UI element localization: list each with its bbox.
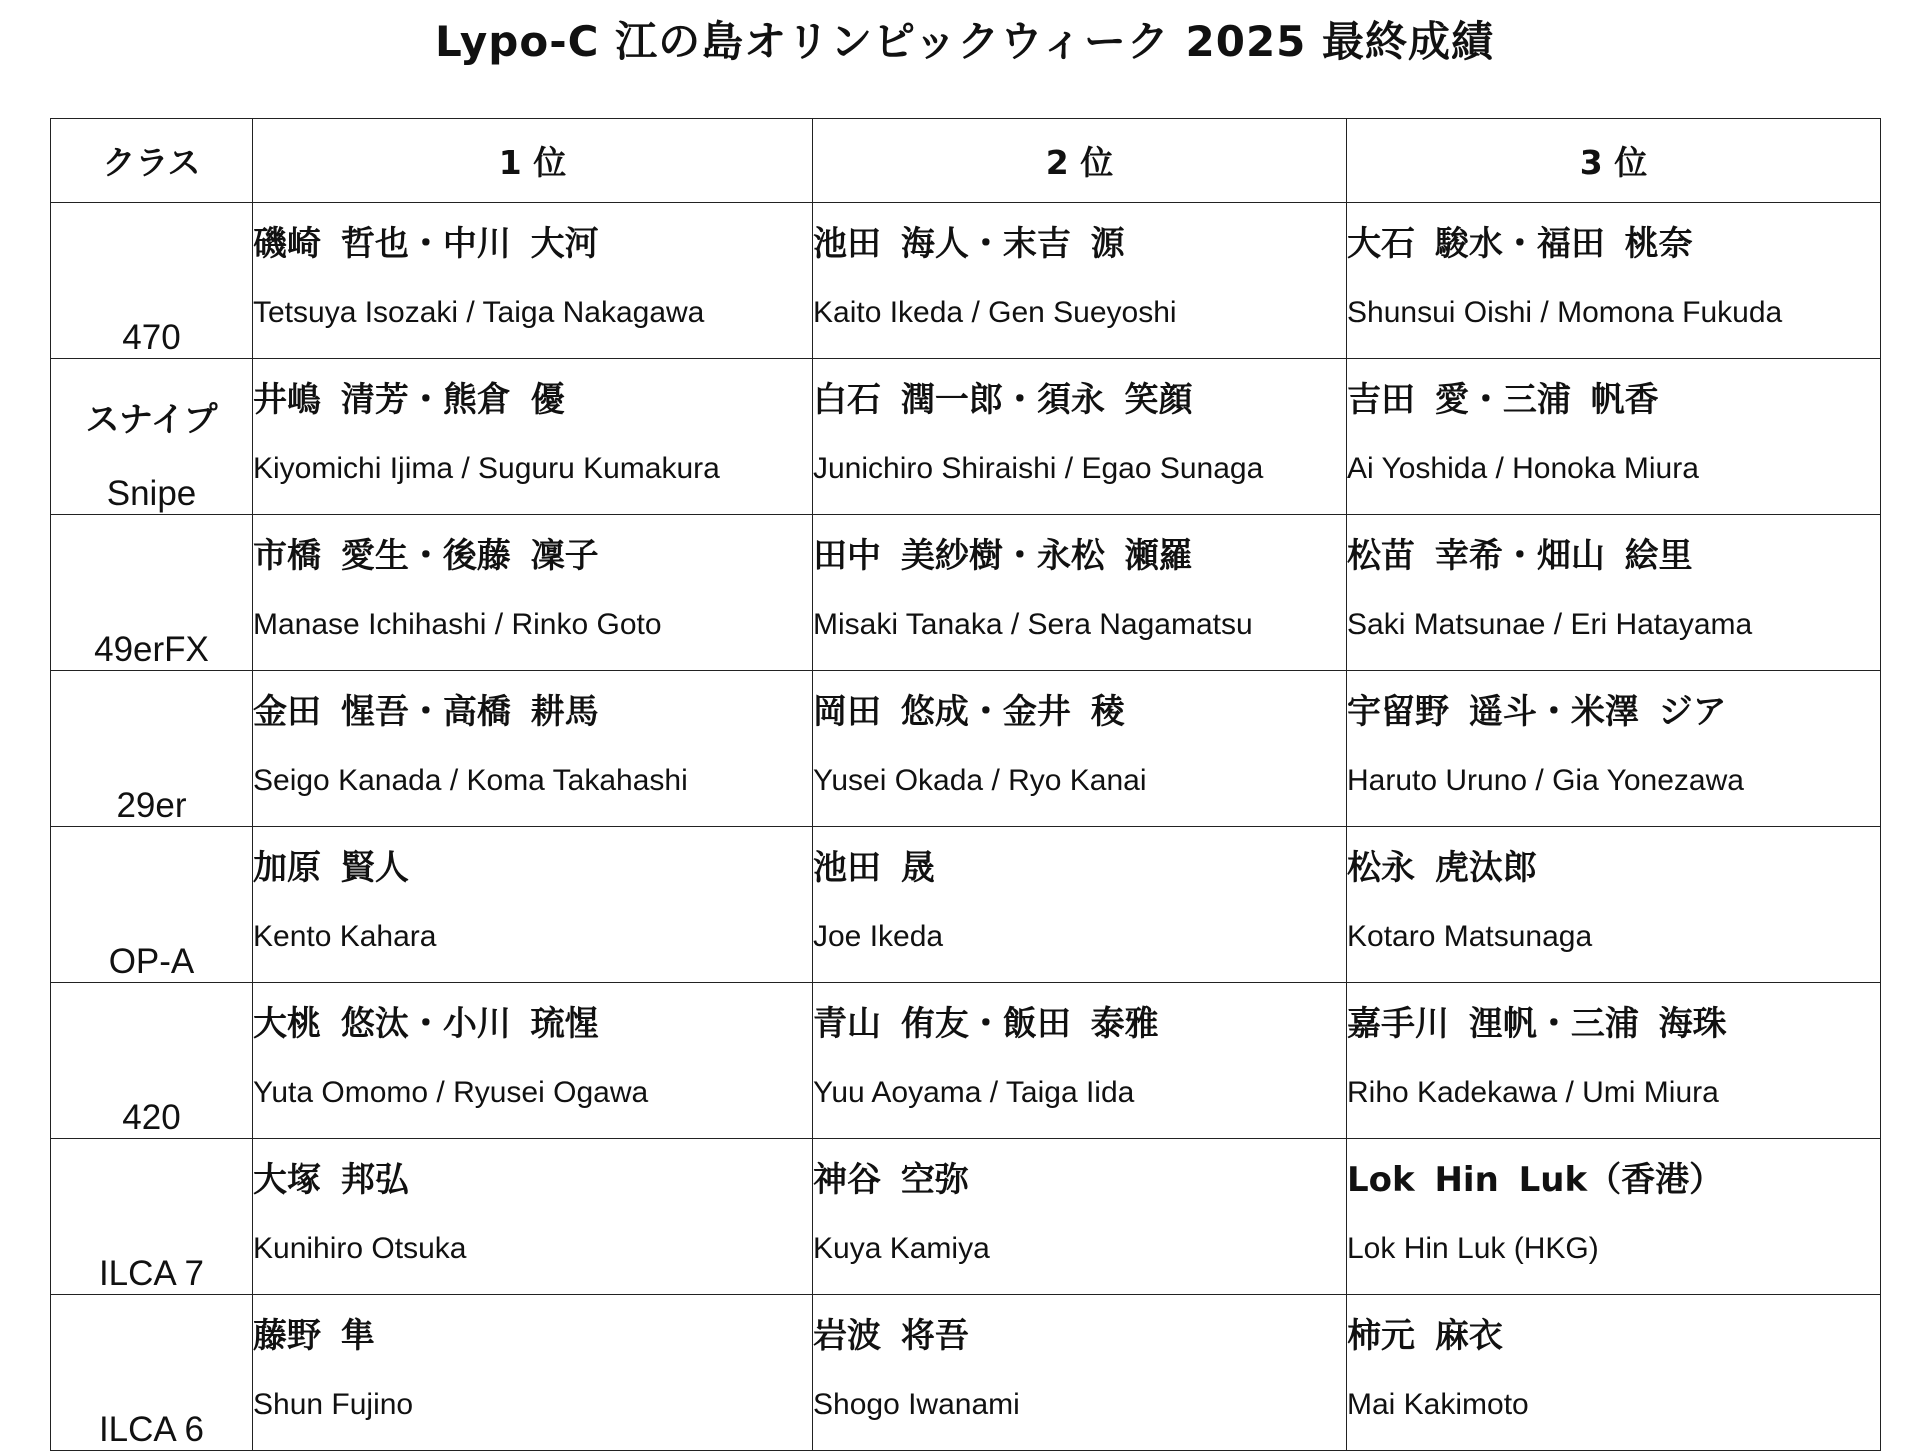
third-place-name-ja: 大石 駿水・福田 桃奈	[1347, 224, 1693, 264]
table-row	[51, 1139, 1881, 1295]
first-place-name-ja: 金田 惺吾・高橋 耕馬	[253, 692, 599, 732]
second-place-name-ja: 岡田 悠成・金井 稜	[813, 692, 1125, 732]
third-place-cell	[1347, 983, 1881, 1139]
second-place-name-en: Shogo Iwanami	[813, 1388, 1020, 1421]
header-class: クラス	[51, 119, 253, 203]
class-name-ja: スナイプ	[85, 400, 218, 440]
first-place-name-en: Manase Ichihashi / Rinko Goto	[253, 608, 662, 641]
second-place-name-ja: 田中 美紗樹・永松 瀬羅	[813, 536, 1193, 576]
table-row	[51, 1295, 1881, 1451]
third-place-name-ja: 松永 虎汰郎	[1347, 848, 1537, 888]
second-place-cell	[813, 359, 1347, 515]
first-place-name-en: Kunihiro Otsuka	[253, 1232, 467, 1265]
class-name: 470	[122, 318, 181, 357]
third-place-cell	[1347, 1295, 1881, 1451]
class-cell	[51, 671, 253, 827]
third-place-name-ja: 柿元 麻衣	[1347, 1316, 1503, 1356]
page-title: Lypo-C 江の島オリンピックウィーク 2025 最終成績	[434, 17, 1495, 66]
second-place-cell	[813, 1139, 1347, 1295]
third-place-cell	[1347, 1139, 1881, 1295]
table-row	[51, 203, 1881, 359]
third-place-name-en: Shunsui Oishi / Momona Fukuda	[1347, 296, 1783, 329]
third-place-name-en: Mai Kakimoto	[1347, 1388, 1529, 1421]
third-place-name-en: Ai Yoshida / Honoka Miura	[1347, 452, 1699, 485]
third-place-cell	[1347, 671, 1881, 827]
class-cell	[51, 1295, 253, 1451]
class-cell	[51, 1139, 253, 1295]
first-place-name-ja: 磯崎 哲也・中川 大河	[253, 224, 599, 264]
first-place-name-ja: 大塚 邦弘	[253, 1160, 409, 1200]
second-place-name-ja: 神谷 空弥	[813, 1160, 969, 1200]
table-row	[51, 515, 1881, 671]
second-place-cell	[813, 203, 1347, 359]
first-place-name-ja: 藤野 隼	[253, 1316, 375, 1356]
header-second-place: 2 位	[813, 119, 1347, 203]
second-place-name-en: Kuya Kamiya	[813, 1232, 990, 1265]
second-place-cell	[813, 515, 1347, 671]
first-place-cell	[253, 1139, 813, 1295]
table-row	[51, 983, 1881, 1139]
class-cell	[51, 359, 253, 515]
third-place-name-en: Kotaro Matsunaga	[1347, 920, 1593, 953]
first-place-cell	[253, 515, 813, 671]
second-place-name-en: Kaito Ikeda / Gen Sueyoshi	[813, 296, 1177, 329]
third-place-name-en: Lok Hin Luk (HKG)	[1347, 1232, 1599, 1265]
class-name: OP-A	[108, 942, 195, 981]
class-name: 420	[122, 1098, 181, 1137]
third-place-name-en: Saki Matsunae / Eri Hatayama	[1347, 608, 1753, 641]
second-place-name-ja: 青山 侑友・飯田 泰雅	[813, 1004, 1159, 1044]
second-place-name-en: Junichiro Shiraishi / Egao Sunaga	[813, 452, 1264, 485]
table-header-row	[51, 119, 1881, 203]
second-place-name-ja: 池田 晟	[813, 848, 935, 888]
first-place-cell	[253, 203, 813, 359]
second-place-cell	[813, 671, 1347, 827]
third-place-name-ja: 宇留野 遥斗・米澤 ジア	[1347, 692, 1727, 732]
second-place-name-en: Misaki Tanaka / Sera Nagamatsu	[813, 608, 1253, 641]
second-place-name-en: Yuu Aoyama / Taiga Iida	[813, 1076, 1135, 1109]
third-place-cell	[1347, 203, 1881, 359]
third-place-name-ja: 吉田 愛・三浦 帆香	[1347, 380, 1659, 420]
second-place-cell	[813, 827, 1347, 983]
class-name: 49erFX	[94, 630, 209, 669]
table-row	[51, 827, 1881, 983]
third-place-name-en: Haruto Uruno / Gia Yonezawa	[1347, 764, 1744, 797]
third-place-cell	[1347, 515, 1881, 671]
table-row	[51, 671, 1881, 827]
first-place-cell	[253, 1295, 813, 1451]
class-name: Snipe	[106, 474, 197, 513]
class-cell	[51, 983, 253, 1139]
third-place-name-en: Riho Kadekawa / Umi Miura	[1347, 1076, 1719, 1109]
class-name: ILCA 6	[98, 1410, 205, 1449]
second-place-name-en: Joe Ikeda	[813, 920, 944, 953]
header-first-place: 1 位	[253, 119, 813, 203]
first-place-name-en: Kiyomichi Ijima / Suguru Kumakura	[253, 452, 720, 485]
table-row	[51, 359, 1881, 515]
second-place-name-en: Yusei Okada / Ryo Kanai	[813, 764, 1147, 797]
second-place-name-ja: 岩波 将吾	[813, 1316, 969, 1356]
first-place-name-en: Tetsuya Isozaki / Taiga Nakagawa	[253, 296, 705, 329]
first-place-name-ja: 井嶋 清芳・熊倉 優	[253, 380, 565, 420]
first-place-name-ja: 大桃 悠汰・小川 琉惺	[253, 1004, 599, 1044]
third-place-cell	[1347, 359, 1881, 515]
first-place-cell	[253, 359, 813, 515]
first-place-cell	[253, 671, 813, 827]
second-place-cell	[813, 1295, 1347, 1451]
second-place-cell	[813, 983, 1347, 1139]
results-table	[50, 118, 1881, 1451]
first-place-name-ja: 市橋 愛生・後藤 凜子	[253, 536, 599, 576]
class-cell	[51, 515, 253, 671]
third-place-name-ja: 松苗 幸希・畑山 絵里	[1347, 536, 1693, 576]
third-place-name-ja: Lok Hin Luk（香港）	[1347, 1160, 1724, 1200]
third-place-name-ja: 嘉手川 浬帆・三浦 海珠	[1347, 1004, 1727, 1044]
class-cell	[51, 827, 253, 983]
first-place-name-en: Yuta Omomo / Ryusei Ogawa	[253, 1076, 649, 1109]
third-place-cell	[1347, 827, 1881, 983]
first-place-name-ja: 加原 賢人	[253, 848, 409, 888]
header-third-place: 3 位	[1347, 119, 1881, 203]
second-place-name-ja: 池田 海人・末吉 源	[813, 224, 1125, 264]
results-body	[51, 203, 1881, 1451]
first-place-name-en: Kento Kahara	[253, 920, 437, 953]
first-place-name-en: Seigo Kanada / Koma Takahashi	[253, 764, 688, 797]
first-place-cell	[253, 827, 813, 983]
class-name: 29er	[116, 786, 187, 825]
first-place-cell	[253, 983, 813, 1139]
class-cell	[51, 203, 253, 359]
second-place-name-ja: 白石 潤一郎・須永 笑顔	[813, 380, 1193, 420]
first-place-name-en: Shun Fujino	[253, 1388, 414, 1421]
class-name: ILCA 7	[98, 1254, 205, 1293]
